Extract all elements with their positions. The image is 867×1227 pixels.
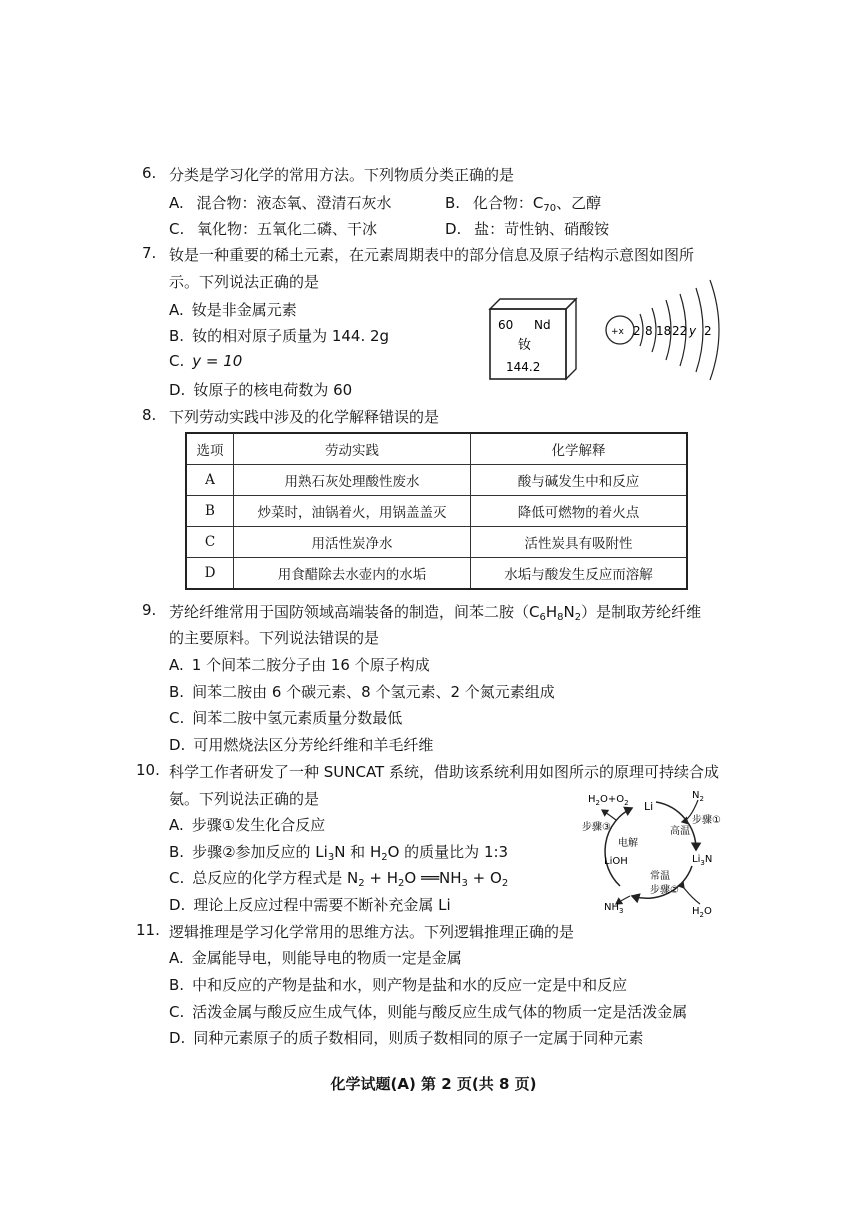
ammonia-synthesis-cycle-diagram — [570, 780, 730, 920]
shell-2-electrons: 8 — [645, 324, 653, 338]
element-name: 钕 — [518, 338, 532, 353]
question-number: 7. — [142, 244, 157, 262]
atomic-structure-diagram — [600, 272, 735, 392]
option-b: B. 步骤②参加反应的 $Li_3N$ 和 $H_2O$ 的质量比为 1:3 — [169, 843, 509, 863]
question-stem-cont: 的主要原料。下列说法错误的是 — [169, 629, 380, 647]
cycle-electrolysis: 电解 — [618, 838, 638, 849]
shell-3-electrons: 18 — [656, 324, 672, 338]
cycle-li: Li — [644, 800, 654, 813]
question-number: 6. — [142, 164, 157, 182]
option-c: C. 间苯二胺中氢元素质量分数最低 — [169, 709, 403, 727]
option-a: A. 1 个间苯二胺分子由 16 个原子构成 — [169, 656, 430, 674]
shell-4-electrons: 22 — [672, 324, 688, 338]
option-a: A. 钕是非金属元素 — [169, 301, 297, 319]
periodic-table-cell — [488, 297, 580, 383]
question-number: 11. — [136, 921, 160, 939]
table-cell: 活性炭具有吸附性 — [471, 527, 688, 558]
page-footer: 化学试题(A) 第 2 页(共 8 页) — [330, 1075, 537, 1093]
question-stem: 逻辑推理是学习化学常用的思维方法。下列逻辑推理正确的是 — [169, 923, 575, 941]
table-cell: 降低可燃物的着火点 — [471, 496, 688, 527]
cycle-lioh: LiOH — [604, 856, 628, 867]
option-c: C. 总反应的化学方程式是 $N_2 + H_2O$ $══NH_3 + O_2$ — [169, 869, 509, 889]
table-header: 选项 — [186, 433, 234, 465]
option-c: C. y = 10 — [169, 352, 243, 370]
table-row — [186, 558, 687, 590]
question-stem-cont: 示。下列说法正确的是 — [169, 273, 320, 291]
cycle-n2: $N_2$ — [692, 790, 704, 803]
cycle-li3n: $Li_3N$ — [692, 854, 713, 867]
labor-practice-table — [185, 432, 688, 590]
question-number: 9. — [142, 601, 157, 619]
nuclear-charge: +x — [611, 327, 624, 337]
table-row — [186, 527, 687, 558]
table-cell: 用食醋除去水壶内的水垢 — [234, 558, 471, 590]
cycle-step2: 步骤② — [650, 885, 679, 896]
question-stem-cont: 氨。下列说法正确的是 — [169, 790, 320, 808]
option-b: B. 化合物：$C_{70}$、乙醇 — [445, 194, 602, 214]
cycle-step1: 步骤① — [692, 815, 721, 826]
table-row — [186, 496, 687, 527]
table-cell: 酸与碱发生中和反应 — [471, 465, 688, 496]
table-row — [186, 465, 687, 496]
option-a: A. 混合物：液态氧、澄清石灰水 — [169, 194, 392, 212]
question-number: 10. — [136, 761, 160, 779]
option-d: D. 理论上反应过程中需要不断补充金属 Li — [169, 896, 451, 914]
option-b: B. 中和反应的产物是盐和水，则产物是盐和水的反应一定是中和反应 — [169, 976, 628, 994]
cycle-h2o-o2: $H_2O+O_2$ — [588, 794, 629, 807]
question-number: 8. — [142, 406, 157, 424]
option-b: B. 钕的相对原子质量为 144. 2g — [169, 327, 390, 345]
table-cell: 用熟石灰处理酸性废水 — [234, 465, 471, 496]
option-c: C. 活泼金属与酸反应生成气体，则能与酸反应生成气体的物质一定是活泼金属 — [169, 1003, 688, 1021]
table-cell: A — [186, 465, 234, 496]
shell-1-electrons: 2 — [633, 324, 641, 338]
cycle-normal-temp: 常温 — [650, 871, 670, 882]
atomic-mass: 144.2 — [506, 360, 541, 374]
table-cell: D — [186, 558, 234, 590]
option-b: B. 间苯二胺由 6 个碳元素、8 个氢元素、2 个氮元素组成 — [169, 683, 555, 701]
option-c: C. 氧化物：五氧化二磷、干冰 — [169, 220, 378, 238]
element-symbol: Nd — [534, 318, 551, 332]
table-header: 劳动实践 — [234, 433, 471, 465]
option-d: D. 同种元素原子的质子数相同，则质子数相同的原子一定属于同种元素 — [169, 1029, 644, 1047]
cycle-step3: 步骤③ — [582, 822, 611, 833]
option-a: A. 金属能导电，则能导电的物质一定是金属 — [169, 949, 462, 967]
cycle-nh3: $NH_3$ — [604, 902, 624, 915]
shell-6-electrons: 2 — [704, 324, 712, 338]
option-a: A. 步骤①发生化合反应 — [169, 816, 326, 834]
table-cell: C — [186, 527, 234, 558]
option-d: D. 可用燃烧法区分芳纶纤维和羊毛纤维 — [169, 736, 434, 754]
table-cell: 水垢与酸发生反应而溶解 — [471, 558, 688, 590]
table-cell: 用活性炭净水 — [234, 527, 471, 558]
table-cell: B — [186, 496, 234, 527]
question-stem: 钕是一种重要的稀土元素，在元素周期表中的部分信息及原子结构示意图如图所 — [169, 246, 695, 264]
cycle-h2o: $H_2O$ — [692, 906, 712, 919]
option-d: D. 钕原子的核电荷数为 60 — [169, 381, 353, 399]
option-d: D. 盐：苛性钠、硝酸铵 — [445, 220, 610, 238]
shell-5-electrons: y — [689, 324, 697, 338]
table-header-row — [186, 433, 687, 465]
question-stem: 下列劳动实践中涉及的化学解释错误的是 — [169, 408, 440, 426]
table-header: 化学解释 — [471, 433, 688, 465]
atomic-number: 60 — [498, 318, 514, 332]
table-cell: 炒菜时，油锅着火，用锅盖盖灭 — [234, 496, 471, 527]
cycle-high-temp: 高温 — [670, 826, 690, 837]
question-stem: 科学工作者研发了一种 SUNCAT 系统，借助该系统利用如图所示的原理可持续合成 — [169, 763, 719, 781]
question-stem: 分类是学习化学的常用方法。下列物质分类正确的是 — [169, 166, 515, 184]
question-stem: 芳纶纤维常用于国防领域高端装备的制造，间苯二胺$(C_6H_8N_2)$是制取芳纶纤维 — [169, 603, 702, 623]
